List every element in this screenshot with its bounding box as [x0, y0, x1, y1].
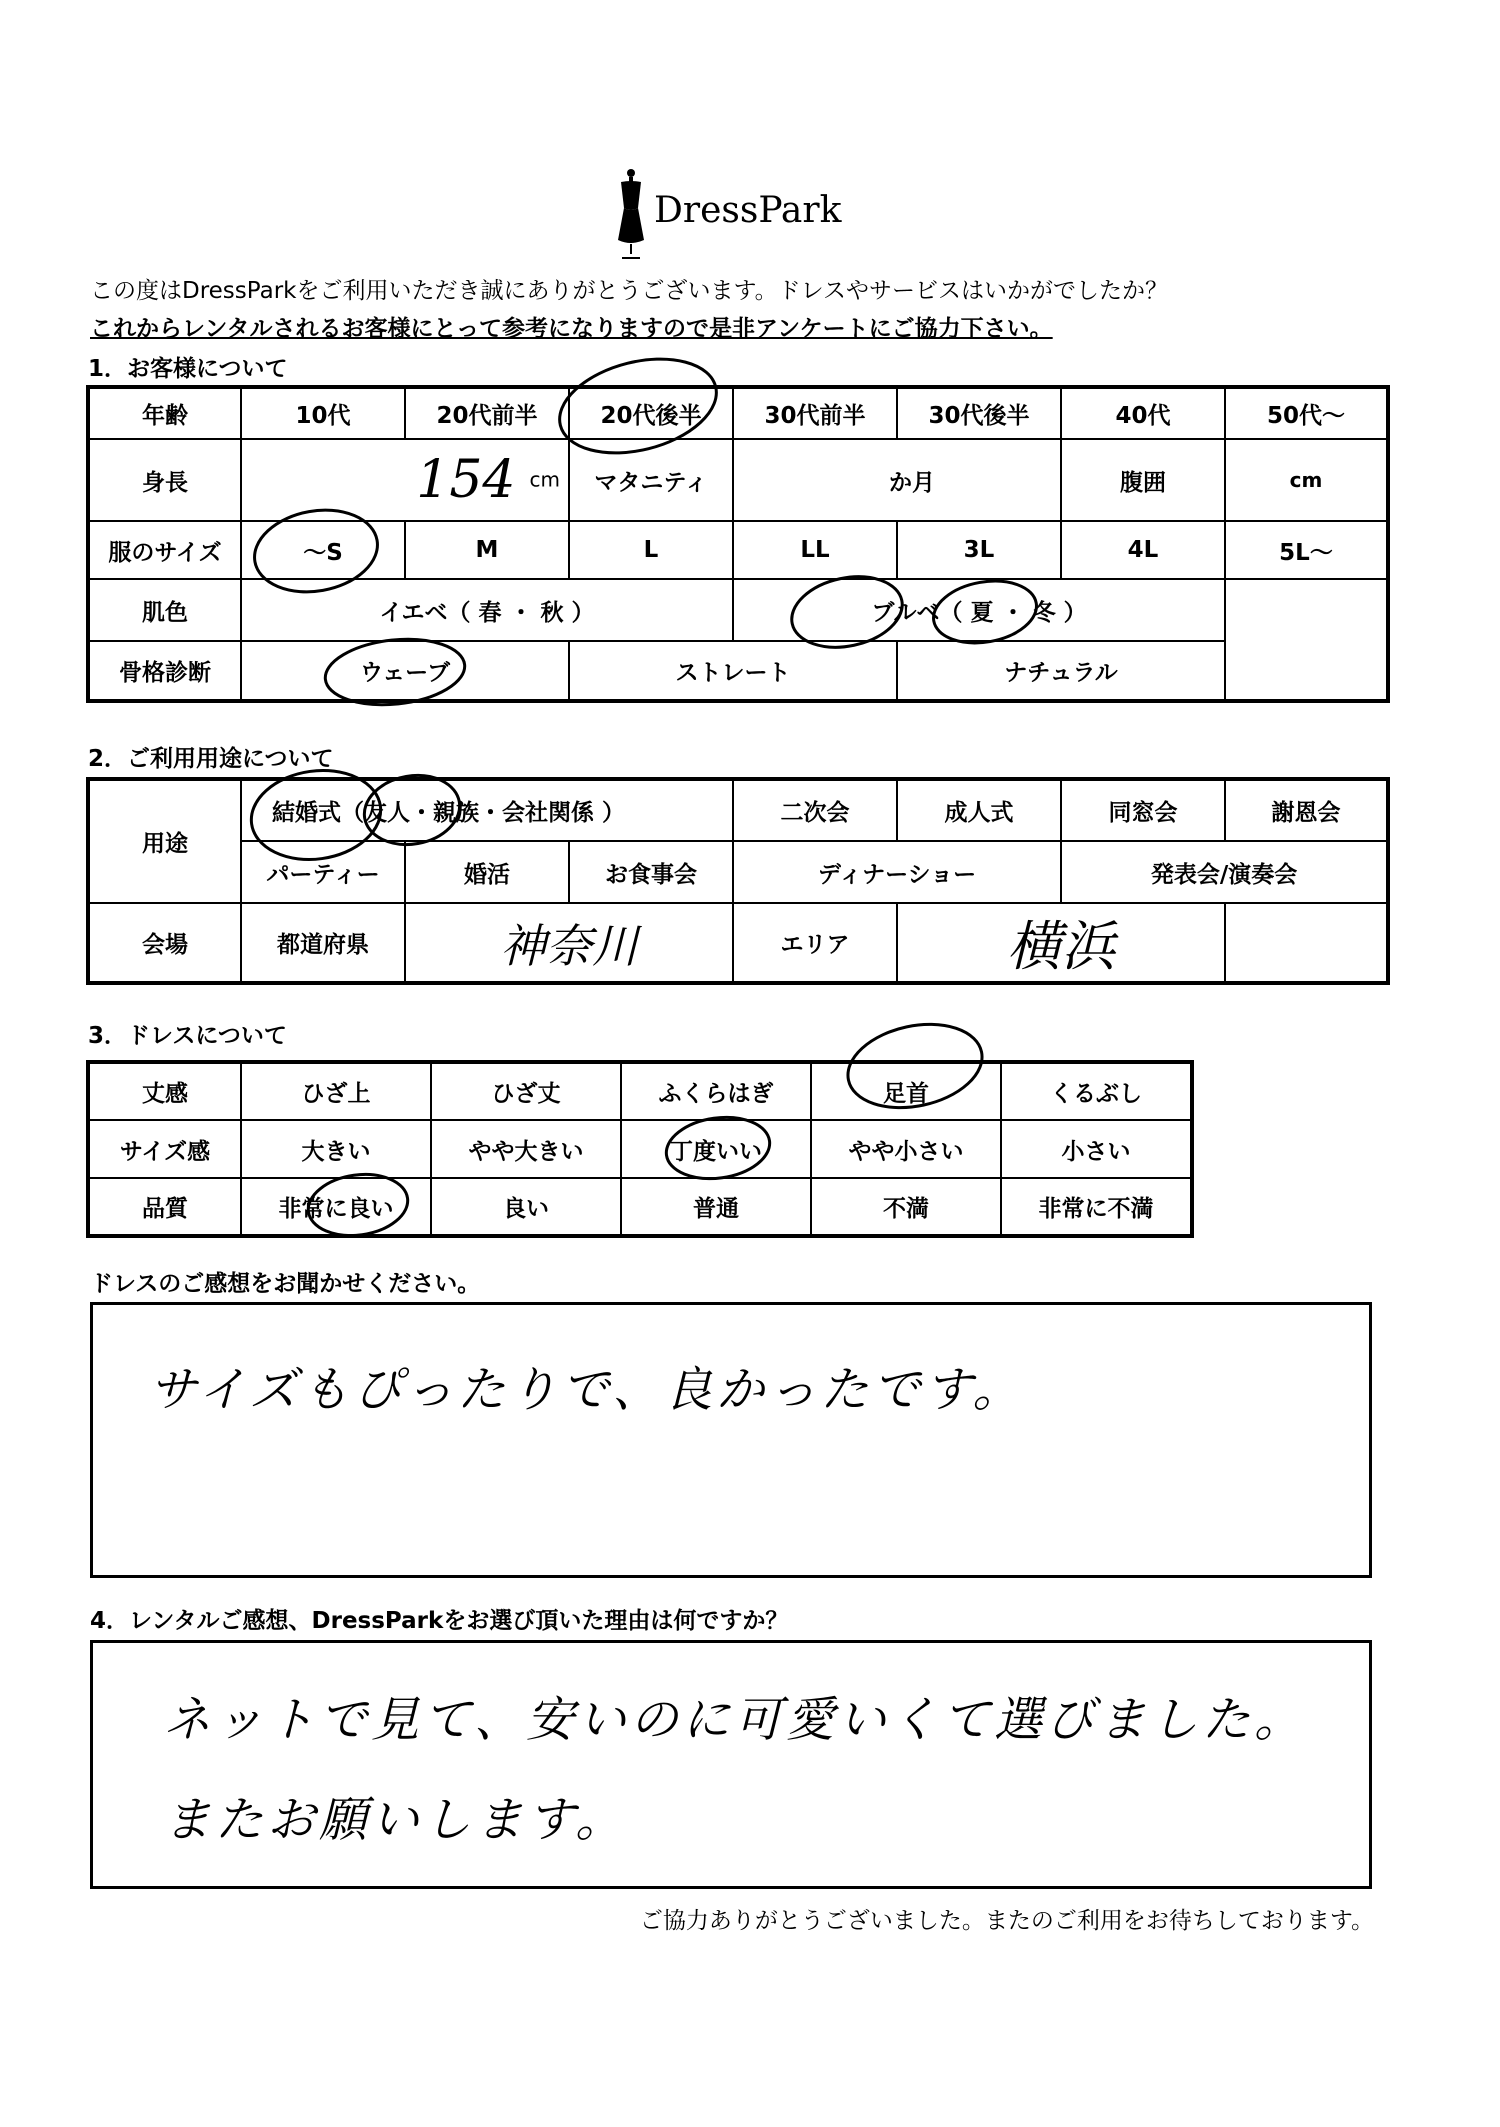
length-option[interactable]: ひざ上	[241, 1062, 431, 1120]
months-unit: か月	[889, 469, 935, 496]
dress-table	[86, 1060, 1194, 1238]
dress-form-icon	[616, 168, 646, 260]
reason-answer-line2: またお願いします。	[163, 1792, 628, 1848]
waist-unit: cm	[1289, 468, 1323, 492]
quality-option-selected[interactable]: 非常に良い	[241, 1178, 431, 1236]
size-option[interactable]: LL	[733, 521, 897, 579]
empty-cell	[1225, 579, 1388, 641]
purpose-option[interactable]: お食事会	[569, 841, 733, 903]
age-option[interactable]: 50代～	[1225, 387, 1388, 439]
skin-label: 肌色	[88, 579, 241, 641]
fit-option[interactable]: やや大きい	[431, 1120, 621, 1178]
purpose-option[interactable]: 謝恩会	[1225, 779, 1388, 841]
area-field[interactable]	[897, 903, 1225, 983]
age-option[interactable]: 20代前半	[405, 387, 569, 439]
purpose-table	[86, 777, 1390, 985]
intro-request: これからレンタルされるお客様にとって参考になりますので是非アンケートにご協力下さい。	[90, 316, 1053, 342]
section3-title: 3．ドレスについて	[88, 1023, 287, 1049]
thank-you-footer: ご協力ありがとうございました。またのご利用をお待ちしております。	[639, 1908, 1374, 1934]
fit-option[interactable]: 大きい	[241, 1120, 431, 1178]
impression-answer: サイズもぴったりで、良かったです。	[149, 1362, 1025, 1418]
venue-label: 会場	[88, 903, 241, 983]
prefecture-value: 神奈川	[500, 918, 639, 973]
frame-option-selected[interactable]: ウェーブ	[241, 641, 569, 701]
skin-blue-label: ブルベ	[871, 599, 940, 626]
brand-name: DressPark	[654, 190, 842, 231]
skin-sep: ・	[1001, 599, 1025, 626]
purpose-option[interactable]: ディナーショー	[733, 841, 1061, 903]
height-value: 154	[416, 450, 516, 510]
purpose-option[interactable]: 同窓会	[1061, 779, 1225, 841]
area-label: エリア	[733, 903, 897, 983]
waist-field[interactable]	[1225, 439, 1388, 521]
waist-label: 腹囲	[1061, 439, 1225, 521]
size-option[interactable]: 3L	[897, 521, 1061, 579]
quality-option[interactable]: 良い	[431, 1178, 621, 1236]
length-option[interactable]: ひざ丈	[431, 1062, 621, 1120]
wedding-paren: （	[341, 800, 364, 826]
skin-blue-option[interactable]	[733, 579, 1225, 641]
section1-title: 1．お客様について	[88, 356, 288, 382]
purpose-option[interactable]: 婚活	[405, 841, 569, 903]
frame-label: 骨格診断	[88, 641, 241, 701]
size-label: 服のサイズ	[88, 521, 241, 579]
purpose-option[interactable]: 二次会	[733, 779, 897, 841]
length-option[interactable]: くるぶし	[1001, 1062, 1192, 1120]
size-option[interactable]: L	[569, 521, 733, 579]
frame-option[interactable]: ナチュラル	[897, 641, 1225, 701]
dresspark-logo	[612, 160, 852, 260]
length-label: 丈感	[88, 1062, 241, 1120]
age-option[interactable]: 10代	[241, 387, 405, 439]
size-option[interactable]: M	[405, 521, 569, 579]
wedding-option[interactable]	[241, 779, 733, 841]
purpose-label: 用途	[88, 779, 241, 903]
length-option[interactable]: ふくらはぎ	[621, 1062, 811, 1120]
impression-answer-box[interactable]	[90, 1302, 1372, 1578]
impression-title: ドレスのご感想をお聞かせください。	[90, 1271, 481, 1297]
fit-label: サイズ感	[88, 1120, 241, 1178]
reason-answer-line1: ネットで見て、安いのに可愛いくて選びました。	[163, 1692, 1307, 1748]
quality-option[interactable]: 普通	[621, 1178, 811, 1236]
frame-option[interactable]: ストレート	[569, 641, 897, 701]
skin-blue-paren-open: （	[939, 599, 963, 626]
customer-table	[86, 385, 1390, 703]
size-option[interactable]: 5L～	[1225, 521, 1388, 579]
section2-title: 2．ご利用用途について	[88, 746, 334, 772]
age-option[interactable]: 30代前半	[733, 387, 897, 439]
quality-option[interactable]: 非常に不満	[1001, 1178, 1192, 1236]
wedding-yujin: 友人	[364, 800, 410, 826]
wedding-kekkon: 結婚式	[272, 800, 341, 826]
empty-cell	[1225, 903, 1388, 983]
purpose-option[interactable]: 発表会/演奏会	[1061, 841, 1388, 903]
age-option[interactable]: 30代後半	[897, 387, 1061, 439]
height-unit: cm	[529, 467, 560, 492]
skin-summer: 夏	[970, 599, 994, 626]
skin-yellow-option[interactable]: イエベ（ 春 ・ 秋 ）	[241, 579, 733, 641]
fit-option[interactable]: やや小さい	[811, 1120, 1001, 1178]
age-label: 年齢	[88, 387, 241, 439]
maternity-label: マタニティ	[569, 439, 733, 521]
skin-winter: 冬	[1032, 599, 1056, 626]
prefecture-field[interactable]	[405, 903, 733, 983]
area-value: 横浜	[1007, 915, 1116, 978]
reason-answer-box[interactable]	[90, 1640, 1372, 1889]
empty-cell	[1225, 641, 1388, 701]
skin-blue-paren-close: ）	[1063, 599, 1087, 626]
length-option-selected[interactable]: 足首	[811, 1062, 1001, 1120]
maternity-months-field[interactable]	[733, 439, 1061, 521]
size-option[interactable]: 4L	[1061, 521, 1225, 579]
prefecture-label: 都道府県	[241, 903, 405, 983]
fit-option-selected[interactable]: 丁度いい	[621, 1120, 811, 1178]
height-field[interactable]	[241, 439, 569, 521]
wedding-rest: ・親族・会社関係 ）	[410, 800, 626, 826]
purpose-option[interactable]: パーティー	[241, 841, 405, 903]
size-option-selected[interactable]: ～S	[241, 521, 405, 579]
height-label: 身長	[88, 439, 241, 521]
quality-label: 品質	[88, 1178, 241, 1236]
section4-title: 4．レンタルご感想、DressParkをお選び頂いた理由は何ですか？	[90, 1608, 789, 1634]
intro-text: この度はDressParkをご利用いただき誠にありがとうございます。ドレスやサービスはいかがでしたか？	[90, 278, 1168, 304]
age-option-selected[interactable]: 20代後半	[569, 387, 733, 439]
fit-option[interactable]: 小さい	[1001, 1120, 1192, 1178]
purpose-option[interactable]: 成人式	[897, 779, 1061, 841]
age-option[interactable]: 40代	[1061, 387, 1225, 439]
quality-option[interactable]: 不満	[811, 1178, 1001, 1236]
